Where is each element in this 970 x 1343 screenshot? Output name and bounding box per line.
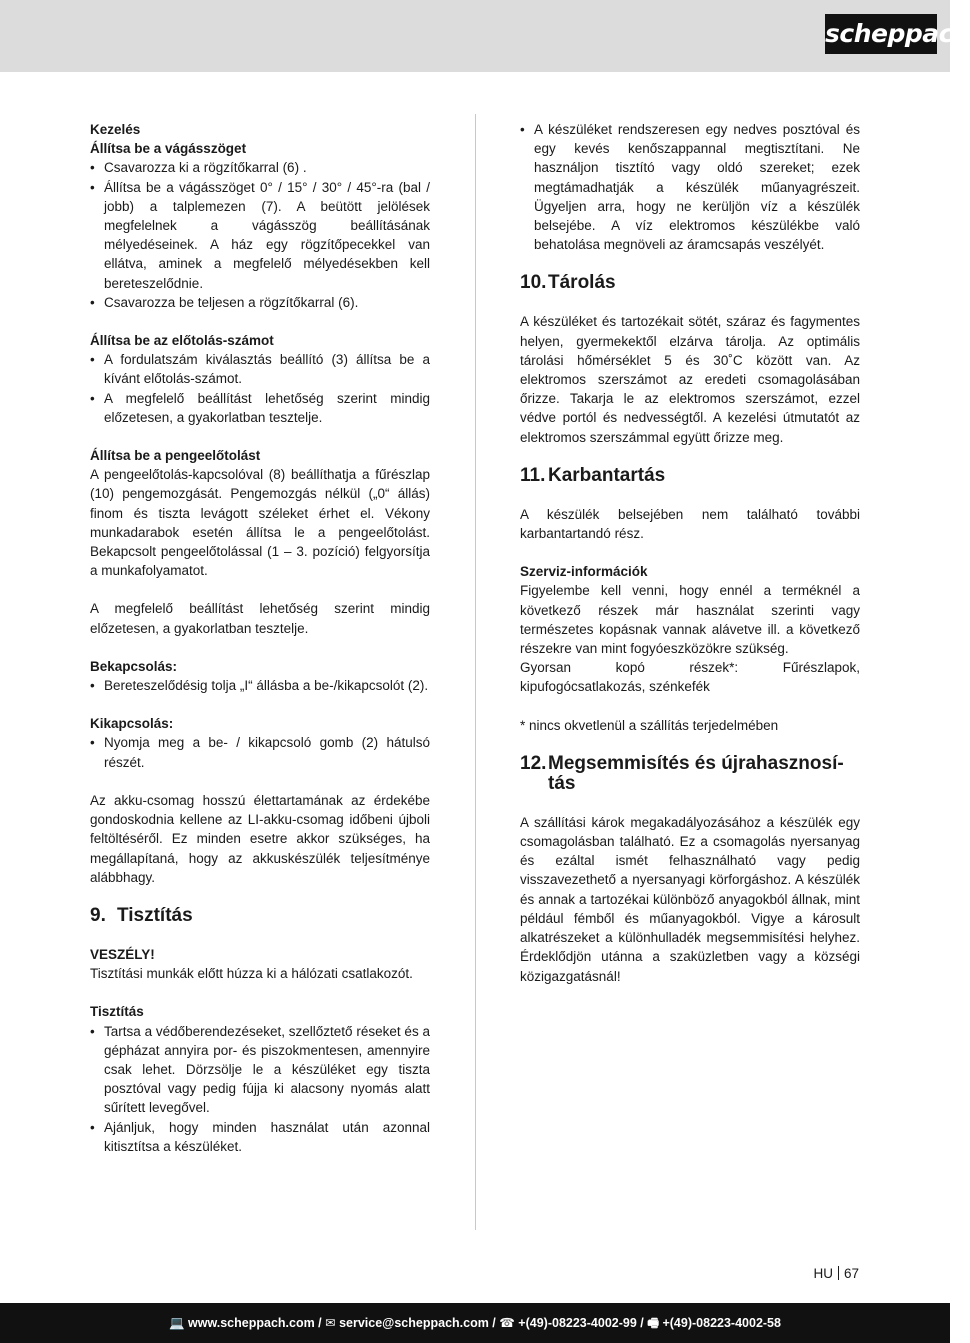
veszely-text: Tisztítási munkák előtt húzza ki a hálózati csatlakozót. (90, 966, 413, 982)
teszt-text: A megfelelő beállítást lehetőség szerint mindig előzetesen, a gyakorlatban tesztelje. (90, 601, 430, 636)
page-number (813, 1266, 859, 1281)
list-item: • Nyomja meg a be- / kikapcsoló gomb (2) hátulsó részét. (90, 733, 430, 771)
szallitas-note: * nincs okvetlenül a szállítás terjedelmében (520, 717, 779, 733)
contact-text: 💻 www.scheppach.com / ✉ service@scheppach.com / ☎ +(49)-08223-4002-99 / 🖷 +(49)-08223-4002-58 (169, 1316, 781, 1330)
tarolas-text: A készüléket és tartozékait sötét, száraz és fagymentes helyen, gyermekektől elzárva tárolja. Az optimális tárolási hőmérséklet 5 és 30˚C között van. Az elektromos szerszámot az eredeti csomagolásában őrizze. Takarja le az elektromos szerszámot, ezzel védve portól és nedvességtől. A kezelési útmutatót az elektromos szerszámmal együtt őrizze meg. (520, 314, 860, 445)
section-number: 12. (520, 752, 547, 774)
left-column (90, 120, 430, 1156)
list-item: • Csavarozza be teljesen a rögzítőkarral (6). (90, 293, 430, 312)
pengeelotolas-text: A pengeelőtolás-kapcsolóval (8) beállíthatja a fűrészlap (10) pengemozgását. Pengemozgás nélkül („0“ állás) finom és tiszta levágott széleket érhet el. Vékony munkadarabok esetén állítsa le a pengeelőtolást. Bekapcsolt pengeelőtolással (1 – 3. pozíció) felgyorsítja a munkafolyamatot. (90, 467, 430, 579)
pengeelotolas-heading: Állítsa be a pengeelőtolást (90, 448, 261, 464)
karbantartas-text: A készülék belsejében nem található további karbantartandó rész. (520, 506, 860, 542)
veszely-heading: VESZÉLY! (90, 946, 155, 962)
cleaning-continued-list (520, 120, 860, 254)
elotolas-heading: Állítsa be az előtolás-számot (90, 333, 274, 349)
tisztitas-heading: Tisztítás (90, 1004, 144, 1020)
header-band (0, 0, 950, 72)
tisztitas-list (90, 1022, 430, 1156)
scheppach-logo: scheppach (825, 14, 937, 54)
kikapcsolas-list (90, 733, 430, 771)
right-column (520, 120, 860, 986)
bekapcsolas-list (90, 676, 430, 695)
title-line-1: Megsemmisítés és újrahasznosí- (548, 752, 844, 774)
kikapcsolas-heading: Kikapcsolás: (90, 716, 174, 732)
column-divider (475, 114, 476, 1230)
szerviz-heading: Szerviz-információk (520, 564, 648, 580)
language-code: HU (813, 1266, 833, 1281)
list-item: • Bereteszelődésig tolja „I“ állásba a be-/kikapcsolót (2). (90, 676, 430, 695)
vagasszog-heading: Állítsa be a vágásszöget (90, 141, 247, 157)
title-line-2: tás (548, 772, 576, 794)
section-title-text: Tisztítás (117, 904, 193, 926)
section-title-text: Karbantartás (548, 464, 666, 486)
section-9-title (90, 906, 430, 926)
list-item: • A fordulatszám kiválasztás beállító (3) állítsa be a kívánt előtolás-számot. (90, 350, 430, 388)
section-number: 9. (90, 904, 106, 926)
list-item: • A megfelelő beállítást lehetőség szerint mindig előzetesen, a gyakorlatban tesztelje. (90, 389, 430, 427)
elotolas-list (90, 350, 430, 427)
contact-footer (0, 1303, 950, 1343)
szerviz-text: Figyelembe kell venni, hogy ennél a terméknél a következő részek már használat szerinti vagy természetes kopásnak vannak alávetve ill. a következő részekre van mint fogyóeszközökre szükség. (520, 583, 860, 657)
list-item: • Ajánljuk, hogy minden használat után azonnal kitisztítsa a készüléket. (90, 1118, 430, 1156)
section-number: 11. (520, 464, 546, 486)
megsemmisites-text: A szállítási károk megakadályozásához a készülék egy csomagolásban található. Ez a csomagolás nyersanyag és ezáltal ismét felhasználható vagy pedig visszavezethető a nyersanyagi körforgáshoz. A készülék és annak a tartozékai különböző anyagokból állnak, mint például fémből és műanyagokból. Vigye a károsult alkatrészeket a különhulladék megsemmisítési helyhez. Érdeklődjön utánna a szaküzletben vagy a községi közigazgatásnál! (520, 814, 860, 984)
kopo-reszek-text: Gyorsan kopó részek*: Fűrészlapok, kipufogócsatlakozás, szénkefék (520, 660, 860, 695)
list-item: • Csavarozza ki a rögzítőkarral (6) . (90, 158, 430, 177)
vagasszog-list (90, 158, 430, 312)
section-title-text: Tárolás (548, 272, 616, 294)
page-separator (838, 1266, 839, 1280)
bekapcsolas-heading: Bekapcsolás: (90, 658, 178, 674)
section-number: 10. (520, 272, 547, 294)
section-10-title (520, 273, 860, 293)
section-title-text (548, 754, 844, 794)
list-item: • Tartsa a védőberendezéseket, szellőztető réseket és a gépházat annyira por- és piszokmentesen, amennyire csak lehet. Dörzsölje le a készüléket egy tiszta posztóval vagy pedig fújja ki alacsony nyomás alatt sűrített levegővel. (90, 1022, 430, 1118)
list-item: • A készüléket rendszeresen egy nedves posztóval és egy kevés kenőszappannal megtisztítani. Ne használjon tisztító vagy oldó szereket; ezek megtámadhatják a készülék műanyagrészeit. Ügyeljen arra, hogy ne kerüljön víz a készülék belsejébe. A víz elektromos készülékbe való behatolása megnöveli az áramcsapás veszélyét. (520, 120, 860, 254)
list-item: • Állítsa be a vágásszöget 0° / 15° / 30° / 45°-ra (bal / jobb) a talplemezen (7). A beütött jelölések megfelelnek a vágásszög beállításának mélyedéseinek. A ház egy rögzítőpecekkel van ellátva, aminek a megfelelő mélyedésekben kell bereteszelődnie. (90, 178, 430, 293)
page-num: 67 (843, 1266, 859, 1281)
section-12-title (520, 754, 860, 794)
section-11-title (520, 466, 860, 486)
kezeles-heading: Kezelés (90, 122, 141, 137)
akku-text: Az akku-csomag hosszú élettartamának az érdekébe gondoskodnia kellene az LI-akku-csomag időbeni újboli feltöltéséről. Ez minden esetre akkor szükséges, ha megállapítaná, hogy az akkuskészülék teljesítménye alábbhagy. (90, 792, 430, 885)
